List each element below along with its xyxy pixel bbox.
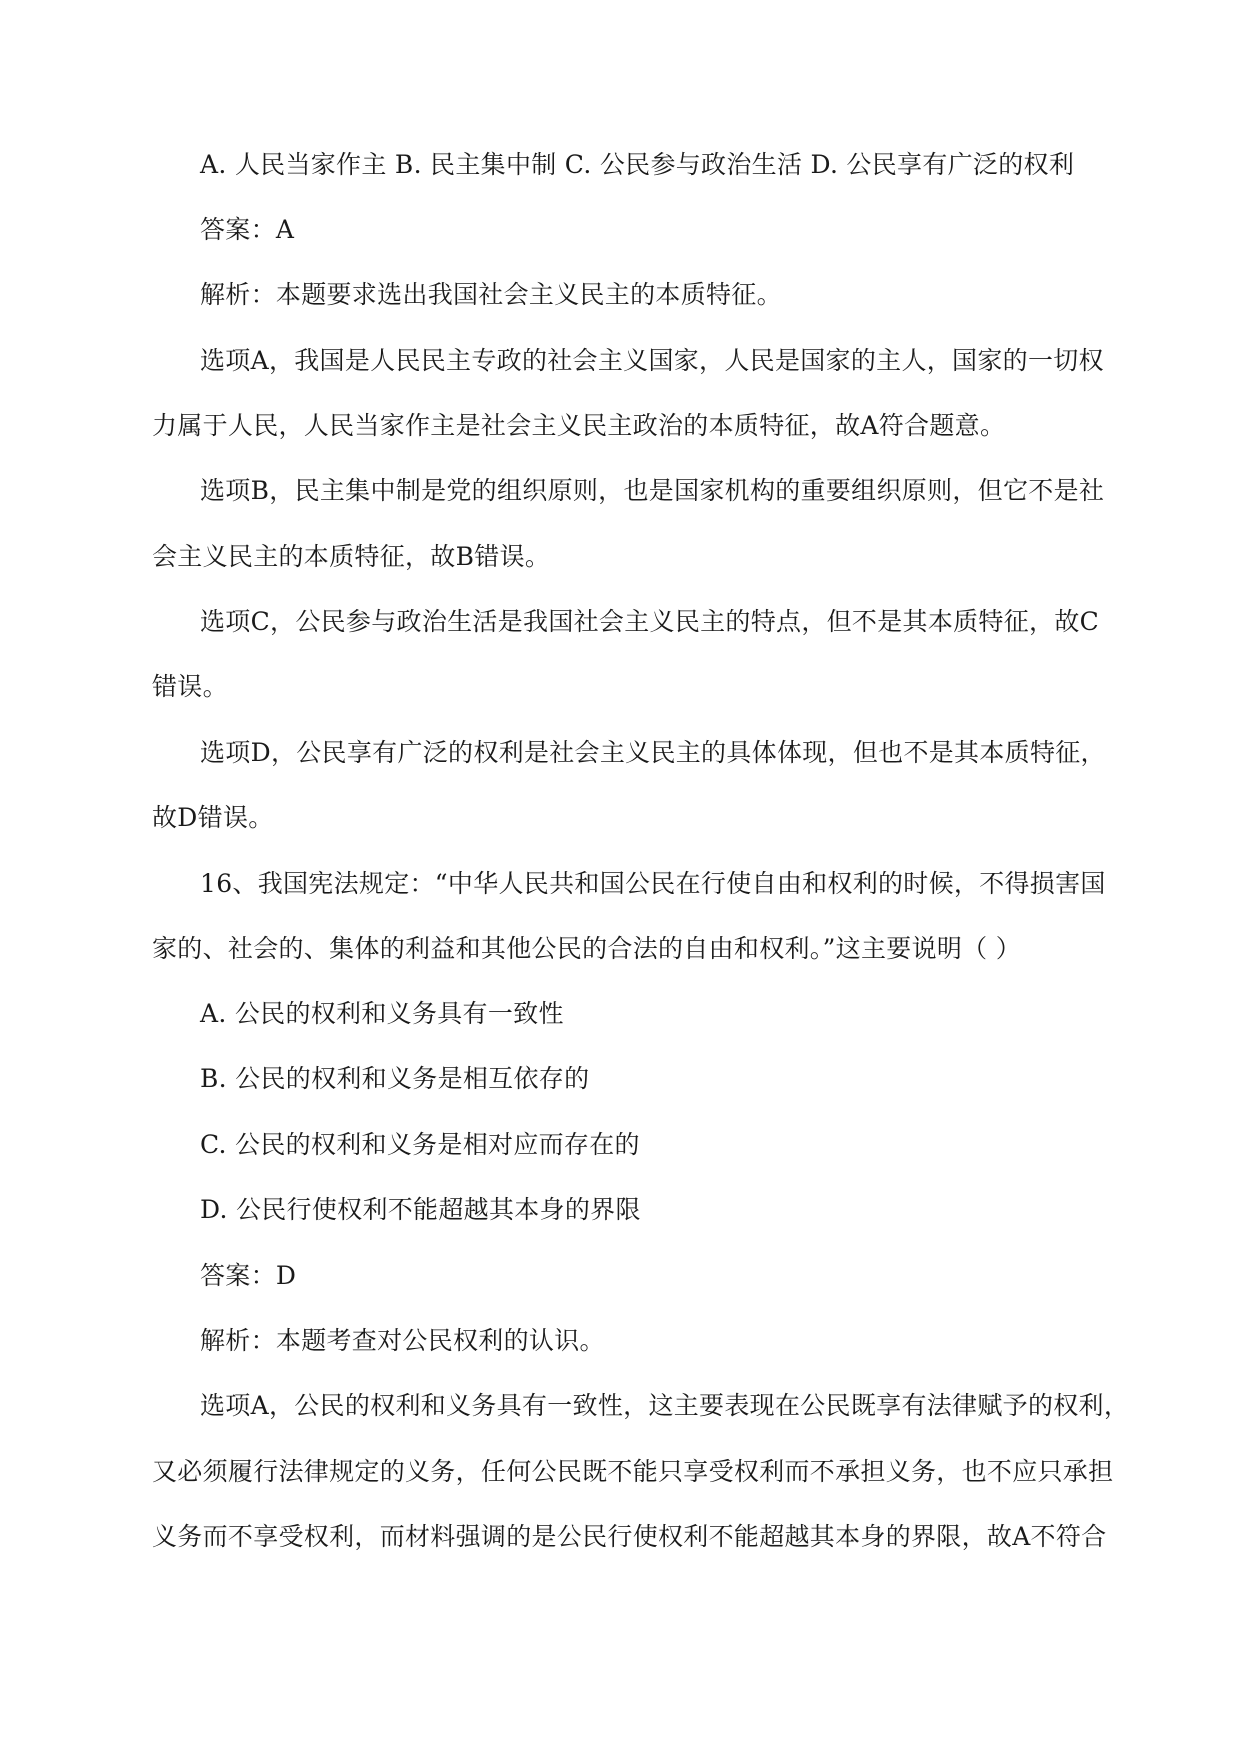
q16-option-a: A. 公民的权利和义务具有一致性 [200, 999, 564, 1028]
q16-answer: 答案：D [200, 1261, 297, 1290]
q15-analysis-intro: 解析：本题要求选出我国社会主义民主的本质特征。 [200, 280, 782, 309]
q16-stem-line1: 16、我国宪法规定：“中华人民共和国公民在行使自由和权利的时候，不得损害国 [200, 869, 1106, 898]
q16-option-c: C. 公民的权利和义务是相对应而存在的 [200, 1130, 640, 1159]
q15-analysis-d-line2: 故D错误。 [152, 803, 274, 832]
q16-option-b: B. 公民的权利和义务是相互依存的 [200, 1064, 590, 1093]
q16-analysis-a-line3: 义务而不享受权利，而材料强调的是公民行使权利不能超越其本身的界限，故A不符合 [152, 1522, 1107, 1551]
q15-analysis-c-line2: 错误。 [152, 672, 228, 701]
q15-answer: 答案：A [200, 215, 295, 244]
q16-analysis-a-line1: 选项A，公民的权利和义务具有一致性，这主要表现在公民既享有法律赋予的权利， [200, 1391, 1130, 1420]
q15-analysis-b-line1: 选项B，民主集中制是党的组织原则，也是国家机构的重要组织原则，但它不是社 [200, 476, 1105, 505]
q15-analysis-d-line1: 选项D，公民享有广泛的权利是社会主义民主的具体体现，但也不是其本质特征， [200, 738, 1106, 767]
q15-analysis-b-line2: 会主义民主的本质特征，故B错误。 [152, 542, 551, 571]
q15-options-line: A. 人民当家作主 B. 民主集中制 C. 公民参与政治生活 D. 公民享有广泛的权利 [200, 150, 1075, 179]
q16-analysis-a-line2: 又必须履行法律规定的义务，任何公民既不能只享受权利而不承担义务，也不应只承担 [152, 1457, 1114, 1486]
q16-option-d: D. 公民行使权利不能超越其本身的界限 [200, 1195, 641, 1224]
q16-analysis-intro: 解析：本题考查对公民权利的认识。 [200, 1326, 605, 1355]
q15-analysis-a-line2: 力属于人民，人民当家作主是社会主义民主政治的本质特征，故A符合题意。 [152, 411, 1006, 440]
q15-analysis-c-line1: 选项C，公民参与政治生活是我国社会主义民主的特点，但不是其本质特征，故C [200, 607, 1100, 636]
q16-stem-line2: 家的、社会的、集体的利益和其他公民的合法的自由和权利。”这主要说明（ ） [152, 934, 1022, 963]
q15-analysis-a-line1: 选项A，我国是人民民主专政的社会主义国家，人民是国家的主人，国家的一切权 [200, 346, 1104, 375]
